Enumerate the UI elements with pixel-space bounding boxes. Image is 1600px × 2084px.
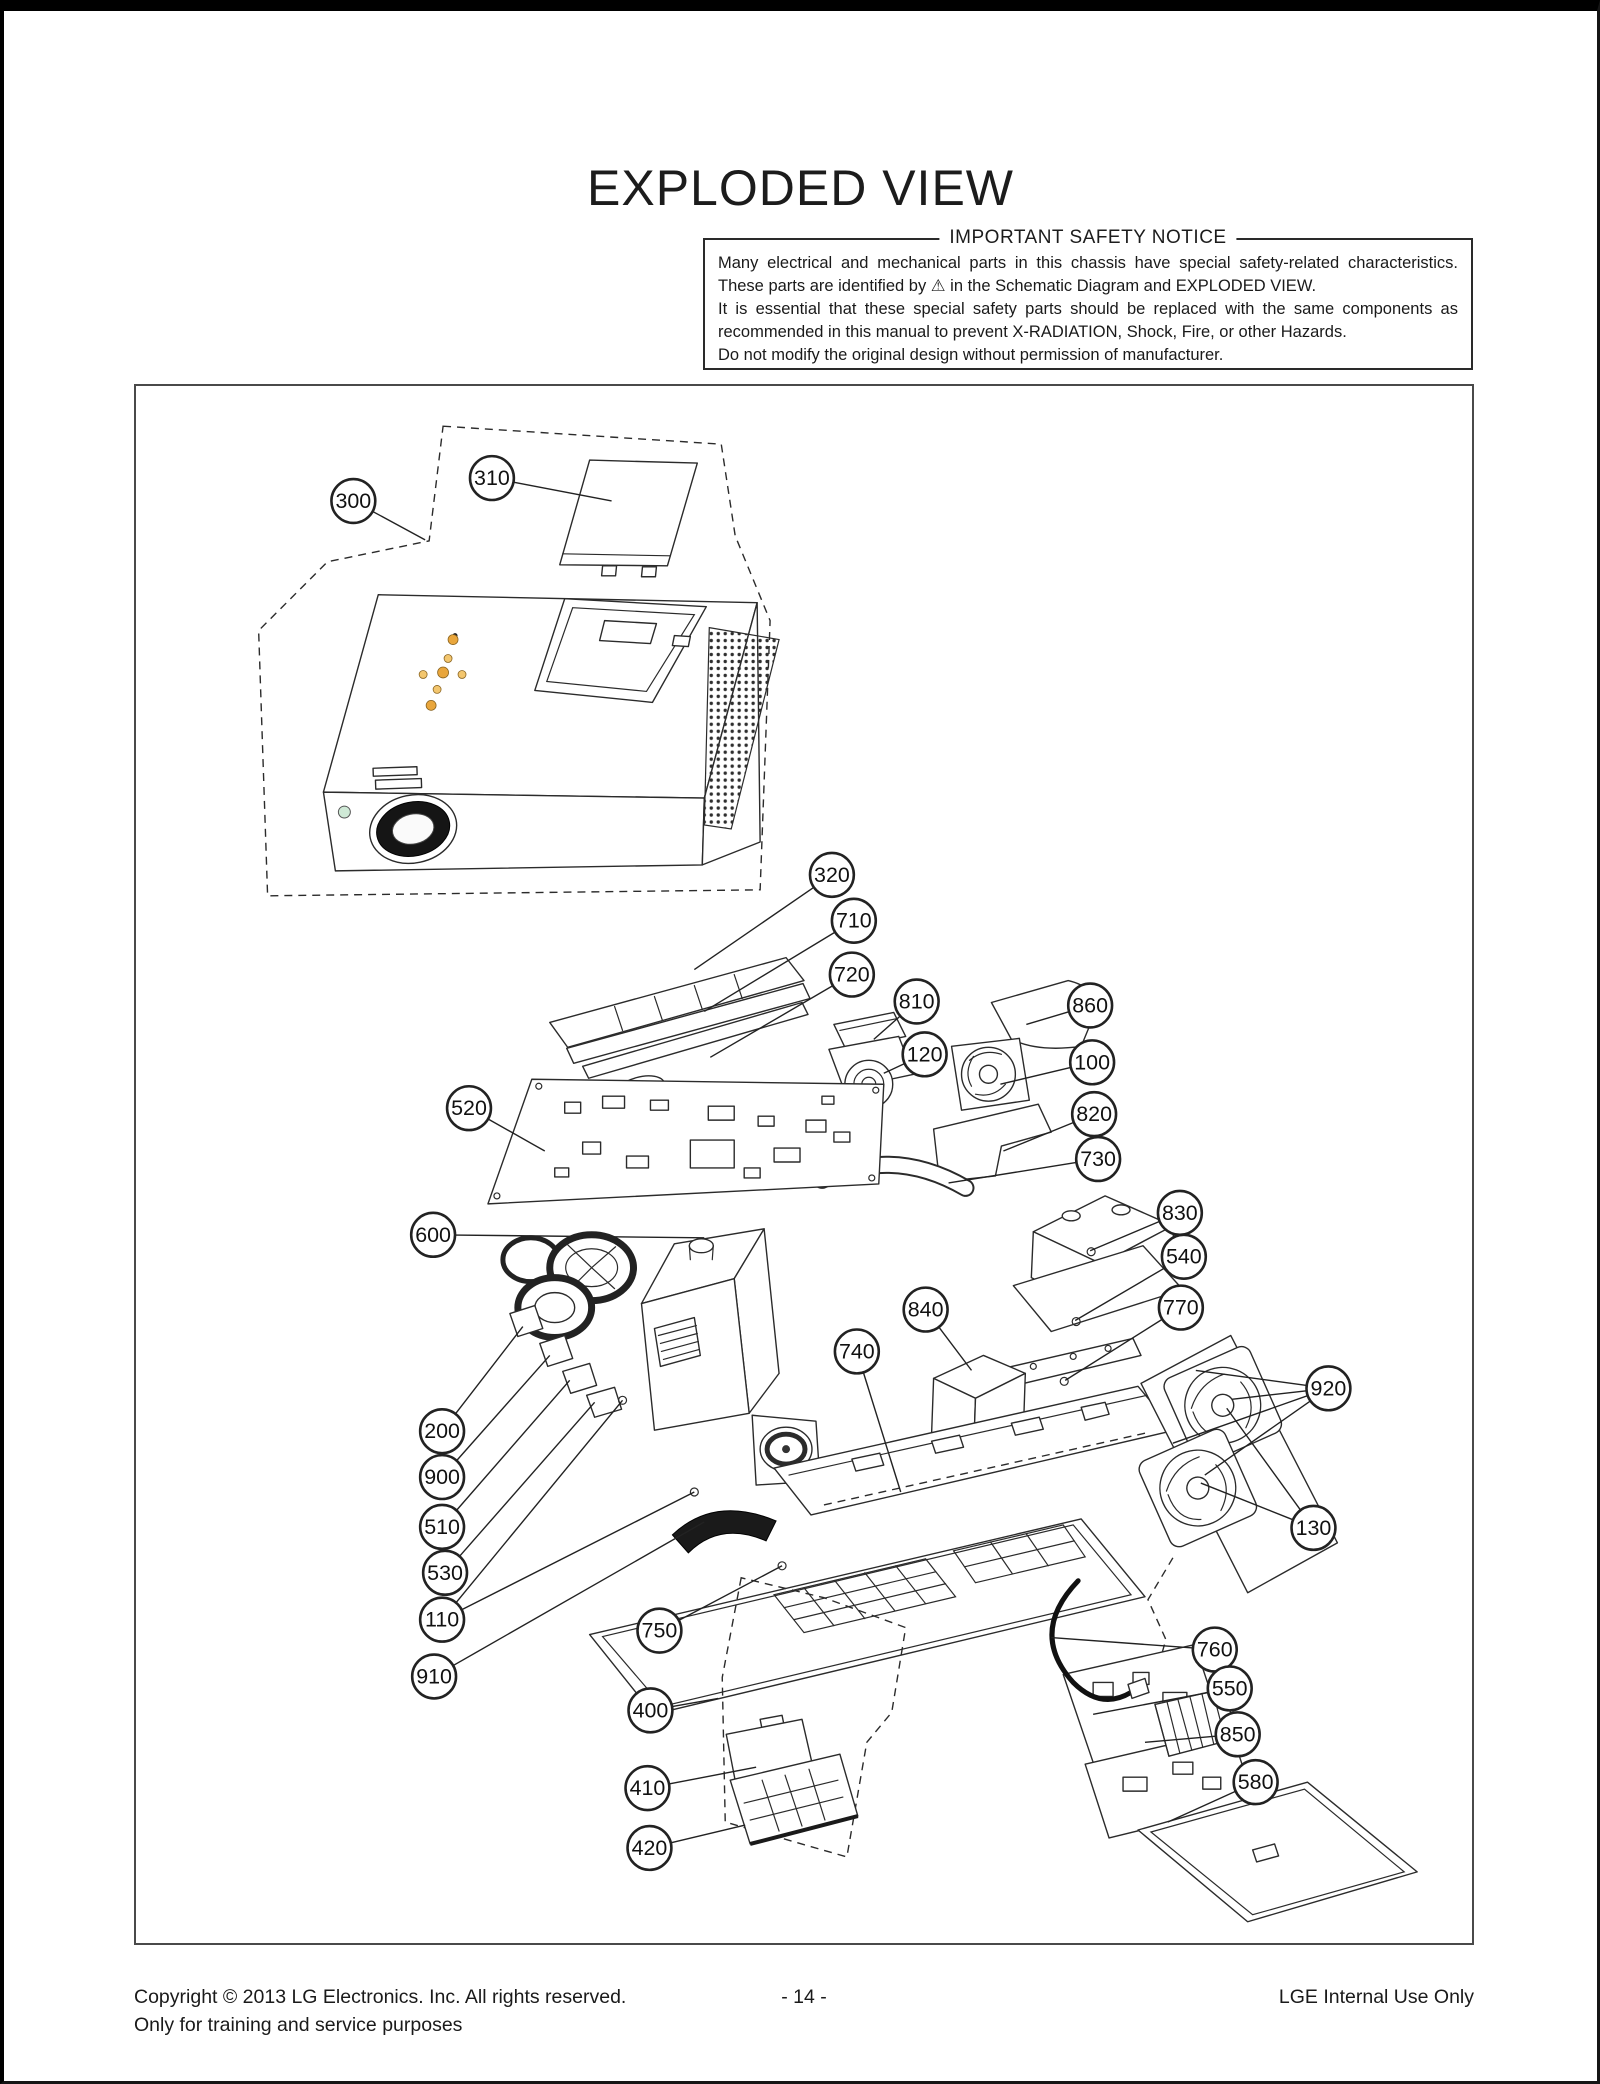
svg-text:770: 770: [1162, 1295, 1199, 1320]
svg-text:750: 750: [641, 1618, 678, 1643]
important-safety-notice-box: [703, 227, 1473, 370]
callout-300: [331, 479, 425, 540]
lamp-cover-part: [560, 460, 698, 577]
svg-text:820: 820: [1076, 1102, 1113, 1127]
svg-text:100: 100: [1074, 1050, 1111, 1075]
svg-text:740: 740: [838, 1339, 875, 1364]
callout-810: [874, 980, 939, 1040]
copyright-line: Copyright © 2013 LG Electronics. Inc. All rights reserved.: [134, 1986, 627, 2008]
ir-receiver-dot: [338, 806, 350, 818]
safety-notice-paragraph: Do not modify the original design without permission of manufacturer.: [718, 346, 1224, 364]
svg-text:520: 520: [451, 1096, 487, 1121]
projector-drawing: [323, 595, 779, 872]
callout-320: [694, 853, 854, 970]
svg-text:810: 810: [898, 989, 935, 1014]
svg-text:550: 550: [1211, 1676, 1248, 1701]
bracket-820: [934, 1104, 1052, 1182]
svg-text:110: 110: [425, 1607, 460, 1632]
exploded-view-diagram: [134, 384, 1474, 1945]
svg-text:760: 760: [1196, 1637, 1233, 1662]
svg-text:600: 600: [415, 1222, 451, 1247]
safety-notice-text: [705, 240, 1471, 367]
svg-text:830: 830: [1161, 1200, 1198, 1225]
svg-text:410: 410: [629, 1776, 666, 1801]
callout-200: [420, 1327, 523, 1454]
svg-text:850: 850: [1219, 1722, 1256, 1747]
main-pcb: [488, 1079, 884, 1204]
callout-840: [904, 1288, 972, 1371]
svg-text:200: 200: [424, 1419, 460, 1444]
svg-text:540: 540: [1165, 1244, 1202, 1269]
svg-text:730: 730: [1080, 1147, 1116, 1172]
svg-text:120: 120: [906, 1042, 943, 1067]
svg-text:580: 580: [1237, 1770, 1274, 1795]
svg-text:860: 860: [1072, 993, 1109, 1018]
svg-text:840: 840: [907, 1297, 944, 1322]
svg-text:920: 920: [1310, 1376, 1347, 1401]
purpose-line: Only for training and service purposes: [134, 2014, 463, 2036]
safety-notice-paragraph: Many electrical and mechanical parts in this chassis have special safety-related characteristics. These parts are identified by ⚠ in the Schematic Diagram and EXPLODED VIEW.: [718, 254, 1458, 295]
svg-text:300: 300: [335, 488, 372, 513]
svg-text:400: 400: [632, 1698, 669, 1723]
cooling-fans: [1136, 1335, 1337, 1592]
exploded-view-drawing: [136, 386, 1472, 1943]
page-number: - 14 -: [781, 1986, 827, 2008]
svg-text:320: 320: [814, 862, 850, 887]
internal-use-label: LGE Internal Use Only: [1278, 1986, 1474, 2008]
callout-420: [628, 1825, 746, 1870]
safety-notice-paragraph: It is essential that these special safety parts should be replaced with the same components as recommended in this manual to prevent X-RADIATION, Shock, Fire, or other Hazards.: [718, 300, 1458, 341]
svg-text:130: 130: [1295, 1515, 1332, 1540]
svg-text:420: 420: [631, 1835, 668, 1860]
svg-text:510: 510: [424, 1514, 460, 1539]
lamp-module: [641, 1229, 779, 1430]
safety-notice-title: IMPORTANT SAFETY NOTICE: [939, 227, 1236, 249]
svg-text:900: 900: [424, 1465, 460, 1490]
small-fan-100: [952, 1038, 1030, 1110]
svg-text:530: 530: [427, 1560, 463, 1585]
svg-text:310: 310: [474, 466, 510, 491]
svg-text:720: 720: [833, 962, 870, 987]
page-title: EXPLODED VIEW: [587, 160, 1014, 216]
svg-text:710: 710: [835, 908, 872, 933]
svg-text:910: 910: [416, 1664, 452, 1689]
